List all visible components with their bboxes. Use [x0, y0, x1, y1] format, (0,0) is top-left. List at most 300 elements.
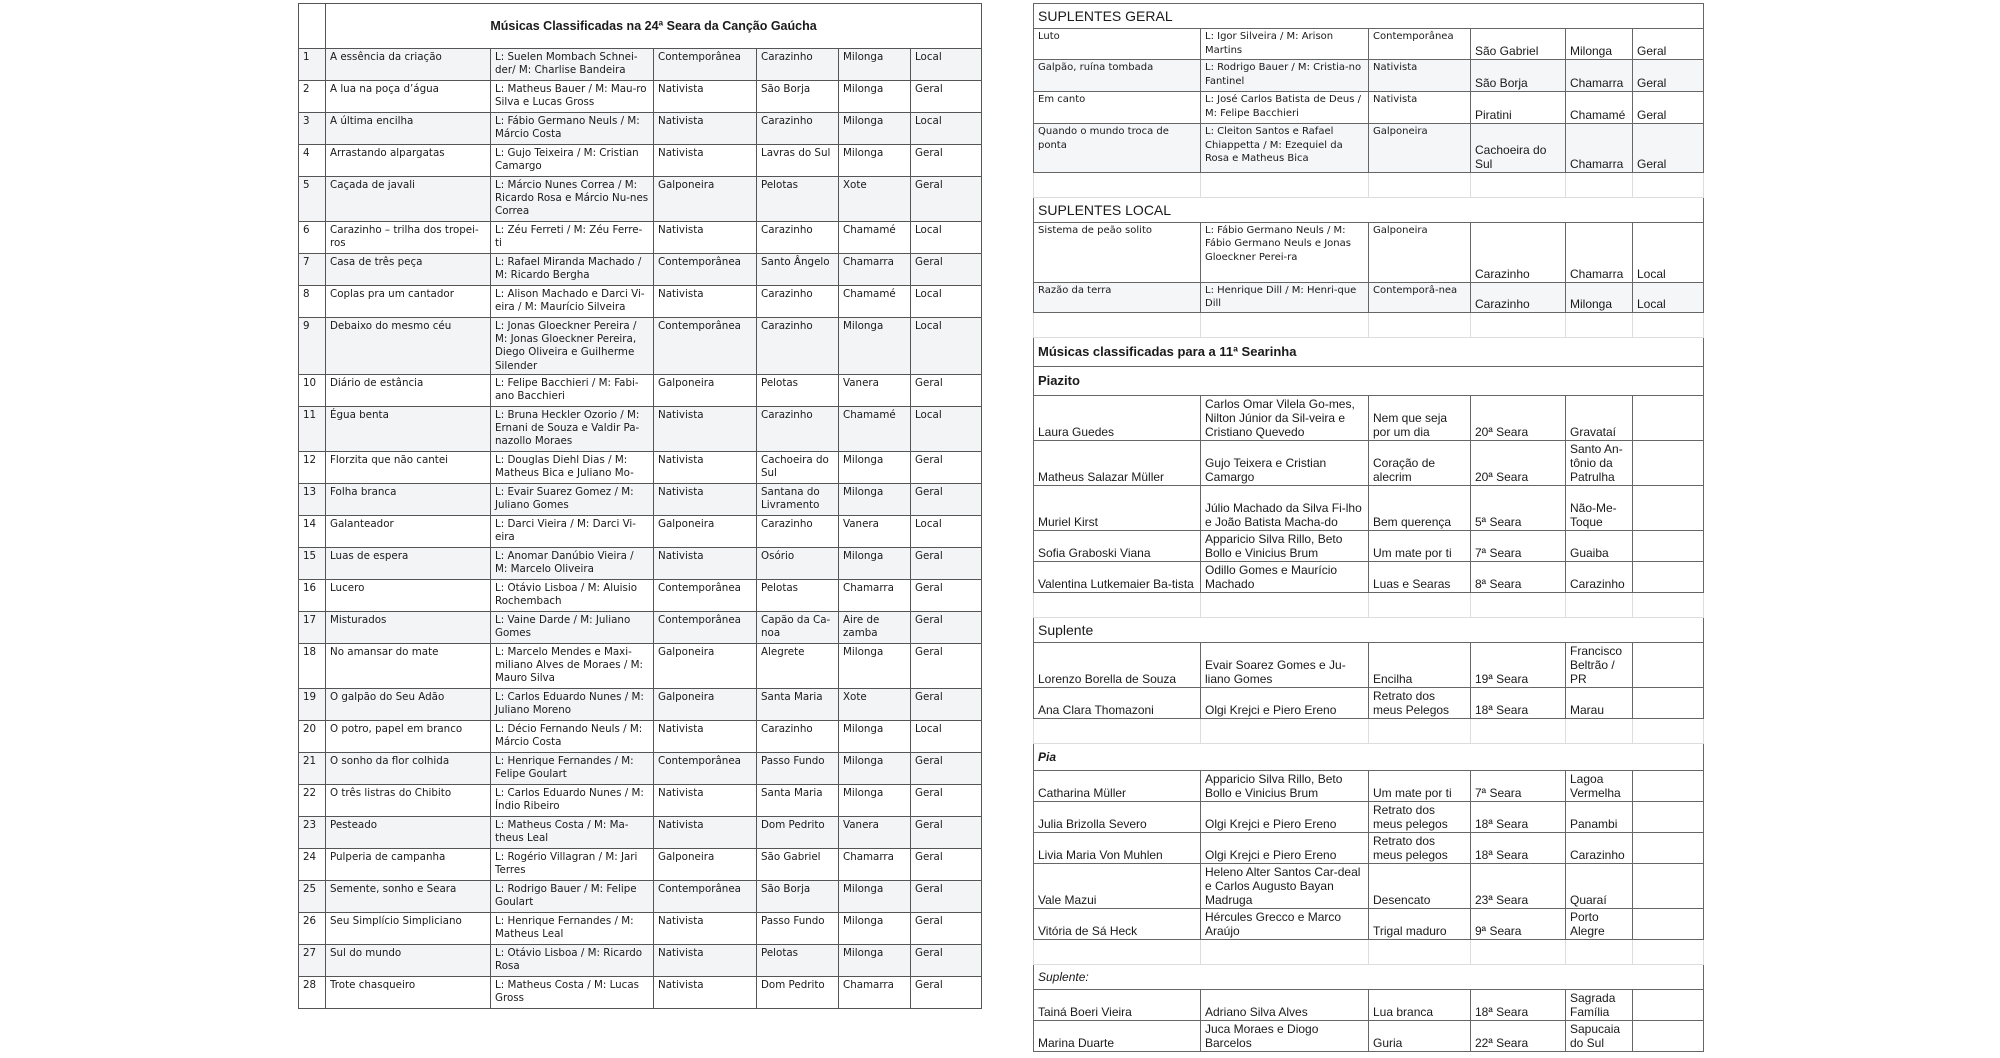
song-city: São Gabriel	[1471, 29, 1566, 60]
song-title: A lua na poça d’água	[326, 81, 491, 113]
song-type: Geral	[911, 644, 982, 689]
song-authors: L: Douglas Diehl Dias / M: Matheus Bica e Juliano Mo-	[491, 452, 654, 484]
empty-cell	[1633, 718, 1704, 743]
song-title: Galanteador	[326, 516, 491, 548]
empty-cell	[1369, 592, 1471, 617]
performer-city: Sagrada Família	[1566, 989, 1633, 1020]
song-rhythm: Chamarra	[1566, 60, 1633, 92]
song-category: Contemporânea	[654, 318, 757, 375]
row-number: 10	[299, 375, 326, 407]
song-rhythm: Chamamé	[839, 286, 911, 318]
table-row	[299, 913, 982, 945]
suplente-piazito-heading: Suplente	[1034, 617, 1704, 642]
performer-city: Lagoa Vermelha	[1566, 770, 1633, 801]
song-authors: Apparicio Silva Rillo, Beto Bollo e Vinicius Brum	[1201, 530, 1369, 561]
suplente-piazito-heading-row	[1034, 617, 1704, 642]
song-rhythm: Milonga	[839, 945, 911, 977]
title-index-cell	[299, 4, 326, 49]
table-row	[299, 286, 982, 318]
row-number: 4	[299, 145, 326, 177]
table-row	[299, 222, 982, 254]
song-rhythm: Milonga	[839, 548, 911, 580]
performer-name: Marina Duarte	[1034, 1020, 1201, 1051]
song-city: Carazinho	[757, 407, 839, 452]
empty-cell	[1201, 312, 1369, 337]
song-title: Retrato dos meus Pelegos	[1369, 687, 1471, 718]
song-authors: L: Igor Silveira / M: Arison Martins	[1201, 29, 1369, 60]
song-category: Contemporânea	[654, 254, 757, 286]
song-city: Cachoeira do Sul	[1471, 124, 1566, 173]
song-title: Pesteado	[326, 817, 491, 849]
song-title: Semente, sonho e Seara	[326, 881, 491, 913]
song-authors: L: Décio Fernando Neuls / M: Márcio Costa	[491, 721, 654, 753]
suplentes-local-heading-row	[1034, 197, 1704, 222]
performer-name: Catharina Müller	[1034, 770, 1201, 801]
song-authors: Gujo Teixera e Cristian Camargo	[1201, 440, 1369, 486]
seara-edition: 18ª Seara	[1471, 801, 1566, 832]
song-authors: Júlio Machado da Silva Fi-lho e João Batista Macha-do	[1201, 486, 1369, 531]
empty-cell	[1633, 486, 1704, 531]
song-title: Arrastando alpargatas	[326, 145, 491, 177]
performer-name: Lorenzo Borella de Souza	[1034, 642, 1201, 687]
performer-name: Laura Guedes	[1034, 395, 1201, 440]
table-row	[1034, 863, 1704, 908]
empty-cell	[1471, 592, 1566, 617]
table-row	[299, 484, 982, 516]
row-number: 26	[299, 913, 326, 945]
song-type: Local	[911, 516, 982, 548]
song-city: São Borja	[757, 81, 839, 113]
song-city: São Gabriel	[757, 849, 839, 881]
song-title: Luas de espera	[326, 548, 491, 580]
song-category: Nativista	[654, 145, 757, 177]
song-title: Sul do mundo	[326, 945, 491, 977]
empty-cell	[1201, 172, 1369, 197]
song-rhythm: Milonga	[1566, 282, 1633, 312]
song-category: Nativista	[654, 913, 757, 945]
song-city: Santo Ângelo	[757, 254, 839, 286]
song-rhythm: Chamarra	[839, 849, 911, 881]
song-title: O sonho da flor colhida	[326, 753, 491, 785]
song-title: Folha branca	[326, 484, 491, 516]
table-row	[299, 318, 982, 375]
table-row	[299, 817, 982, 849]
song-city: São Borja	[1471, 60, 1566, 92]
song-rhythm: Vanera	[839, 375, 911, 407]
empty-cell	[1201, 718, 1369, 743]
empty-cell	[1633, 642, 1704, 687]
song-title: Bem querença	[1369, 486, 1471, 531]
table-row	[299, 881, 982, 913]
song-title: O galpão do Seu Adão	[326, 689, 491, 721]
song-rhythm: Chamarra	[1566, 222, 1633, 282]
seara-edition: 18ª Seara	[1471, 687, 1566, 718]
suplentes-geral-heading-row	[1034, 4, 1704, 29]
row-number: 20	[299, 721, 326, 753]
song-rhythm: Milonga	[1566, 29, 1633, 60]
empty-cell	[1633, 592, 1704, 617]
song-city: Passo Fundo	[757, 753, 839, 785]
performer-name: Tainá Boeri Vieira	[1034, 989, 1201, 1020]
table-row	[1034, 801, 1704, 832]
song-type: Geral	[911, 612, 982, 644]
empty-cell	[1633, 172, 1704, 197]
song-category: Galponeira	[654, 375, 757, 407]
seara-edition: 22ª Seara	[1471, 1020, 1566, 1051]
song-authors: L: Matheus Costa / M: Lucas Gross	[491, 977, 654, 1009]
empty-cell	[1471, 172, 1566, 197]
song-title: Lua branca	[1369, 989, 1471, 1020]
song-title: Luas e Searas	[1369, 561, 1471, 592]
song-rhythm: Milonga	[839, 318, 911, 375]
table-row	[299, 977, 982, 1009]
song-title: Lucero	[326, 580, 491, 612]
table-row	[299, 254, 982, 286]
song-category: Nativista	[1369, 92, 1471, 124]
song-rhythm: Xote	[839, 177, 911, 222]
song-title: Em canto	[1034, 92, 1201, 124]
song-authors: Olgi Krejci e Piero Ereno	[1201, 687, 1369, 718]
song-rhythm: Chamamé	[839, 407, 911, 452]
table-row	[1034, 687, 1704, 718]
table-row	[299, 644, 982, 689]
song-category: Nativista	[654, 81, 757, 113]
table-row	[299, 612, 982, 644]
song-authors: L: Otávio Lisboa / M: Ricardo Rosa	[491, 945, 654, 977]
song-authors: L: Matheus Costa / M: Ma-theus Leal	[491, 817, 654, 849]
song-city: Santana do Livramento	[757, 484, 839, 516]
table-row	[1034, 29, 1704, 60]
song-city: Carazinho	[757, 721, 839, 753]
row-number: 17	[299, 612, 326, 644]
song-rhythm: Milonga	[839, 484, 911, 516]
song-category: Contemporânea	[654, 612, 757, 644]
row-number: 23	[299, 817, 326, 849]
song-type: Geral	[911, 945, 982, 977]
song-authors: L: Gujo Teixeira / M: Cristian Camargo	[491, 145, 654, 177]
song-title: Pulperia de campanha	[326, 849, 491, 881]
row-number: 16	[299, 580, 326, 612]
row-number: 7	[299, 254, 326, 286]
suplentes-geral-heading: SUPLENTES GERAL	[1034, 4, 1704, 29]
performer-city: Carazinho	[1566, 832, 1633, 863]
table-row	[299, 753, 982, 785]
row-number: 12	[299, 452, 326, 484]
song-title: Coração de alecrim	[1369, 440, 1471, 486]
song-city: Osório	[757, 548, 839, 580]
song-category: Nativista	[654, 452, 757, 484]
song-authors: L: Darci Vieira / M: Darci Vi-eira	[491, 516, 654, 548]
song-category: Galponeira	[654, 177, 757, 222]
table-row	[299, 689, 982, 721]
song-city: Dom Pedrito	[757, 817, 839, 849]
empty-cell	[1034, 172, 1201, 197]
row-number: 15	[299, 548, 326, 580]
song-city: Pelotas	[757, 580, 839, 612]
song-rhythm: Chamarra	[839, 580, 911, 612]
song-title: Caçada de javali	[326, 177, 491, 222]
song-city: Carazinho	[757, 318, 839, 375]
song-rhythm: Aire de zamba	[839, 612, 911, 644]
table-row	[299, 452, 982, 484]
empty-cell	[1471, 312, 1566, 337]
table-row	[1034, 1020, 1704, 1051]
empty-cell	[1633, 561, 1704, 592]
song-category: Nativista	[654, 977, 757, 1009]
performer-city: Guaiba	[1566, 530, 1633, 561]
performer-name: Ana Clara Thomazoni	[1034, 687, 1201, 718]
table-row	[1034, 222, 1704, 282]
song-authors: L: Zéu Ferreti / M: Zéu Ferre-ti	[491, 222, 654, 254]
piazito-heading: Piazito	[1034, 366, 1704, 395]
song-type: Geral	[911, 753, 982, 785]
song-type: Local	[1633, 222, 1704, 282]
seara-edition: 9ª Seara	[1471, 908, 1566, 939]
song-type: Local	[1633, 282, 1704, 312]
song-rhythm: Chamarra	[839, 254, 911, 286]
empty-cell	[1566, 718, 1633, 743]
song-title: Luto	[1034, 29, 1201, 60]
searinha-heading-row	[1034, 337, 1704, 366]
empty-cell	[1566, 172, 1633, 197]
performer-city: Francisco Beltrão / PR	[1566, 642, 1633, 687]
song-authors: L: Henrique Fernandes / M: Matheus Leal	[491, 913, 654, 945]
song-category: Galponeira	[654, 644, 757, 689]
performer-name: Muriel Kirst	[1034, 486, 1201, 531]
song-authors: Juca Moraes e Diogo Barcelos	[1201, 1020, 1369, 1051]
song-category: Contemporânea	[654, 881, 757, 913]
song-authors: L: Evair Suarez Gomez / M: Juliano Gomes	[491, 484, 654, 516]
empty-cell	[1034, 592, 1201, 617]
song-authors: L: Rafael Miranda Machado / M: Ricardo Bergha	[491, 254, 654, 286]
empty-cell	[1633, 908, 1704, 939]
song-rhythm: Vanera	[839, 516, 911, 548]
song-city: Carazinho	[757, 49, 839, 81]
performer-city: Gravataí	[1566, 395, 1633, 440]
row-number: 22	[299, 785, 326, 817]
seara-edition: 19ª Seara	[1471, 642, 1566, 687]
row-number: 14	[299, 516, 326, 548]
song-type: Geral	[1633, 29, 1704, 60]
table-row	[299, 113, 982, 145]
table-row	[299, 580, 982, 612]
song-type: Geral	[911, 580, 982, 612]
empty-cell	[1566, 939, 1633, 964]
empty-cell	[1201, 939, 1369, 964]
song-type: Geral	[911, 375, 982, 407]
song-city: Carazinho	[757, 222, 839, 254]
empty-cell	[1633, 989, 1704, 1020]
song-city: Pelotas	[757, 945, 839, 977]
song-authors: L: Matheus Bauer / M: Mau-ro Silva e Lucas Gross	[491, 81, 654, 113]
table-row	[1034, 530, 1704, 561]
table-row	[1034, 908, 1704, 939]
song-category: Galponeira	[654, 516, 757, 548]
song-title: Razão da terra	[1034, 282, 1201, 312]
song-city: Cachoeira do Sul	[757, 452, 839, 484]
song-category: Contemporânea	[1369, 29, 1471, 60]
row-number: 9	[299, 318, 326, 375]
song-type: Geral	[911, 145, 982, 177]
empty-cell	[1034, 718, 1201, 743]
empty-cell	[1633, 530, 1704, 561]
table-row	[299, 49, 982, 81]
suplente-pia-heading-row	[1034, 964, 1704, 989]
row-number: 11	[299, 407, 326, 452]
song-rhythm: Milonga	[839, 452, 911, 484]
empty-cell	[1633, 1020, 1704, 1051]
table-row	[1034, 642, 1704, 687]
song-type: Local	[911, 286, 982, 318]
row-number: 24	[299, 849, 326, 881]
song-rhythm: Chamamé	[1566, 92, 1633, 124]
song-authors: Odillo Gomes e Maurício Machado	[1201, 561, 1369, 592]
empty-cell	[1633, 770, 1704, 801]
performer-name: Valentina Lutkemaier Ba-tista	[1034, 561, 1201, 592]
row-number: 3	[299, 113, 326, 145]
song-city: Carazinho	[1471, 282, 1566, 312]
song-rhythm: Milonga	[839, 753, 911, 785]
seara-edition: 7ª Seara	[1471, 770, 1566, 801]
song-category: Galponeira	[1369, 124, 1471, 173]
song-authors: Hércules Grecco e Marco Araújo	[1201, 908, 1369, 939]
empty-cell	[1633, 687, 1704, 718]
song-rhythm: Milonga	[839, 881, 911, 913]
song-rhythm: Milonga	[839, 49, 911, 81]
table-row	[299, 785, 982, 817]
seara-edition: 20ª Seara	[1471, 395, 1566, 440]
song-rhythm: Milonga	[839, 145, 911, 177]
empty-cell	[1369, 939, 1471, 964]
song-type: Geral	[911, 785, 982, 817]
row-number: 27	[299, 945, 326, 977]
song-authors: L: Rogério Villagran / M: Jari Terres	[491, 849, 654, 881]
table-row	[1034, 282, 1704, 312]
song-title: Diário de estância	[326, 375, 491, 407]
table-title-row	[299, 4, 982, 49]
song-category: Contemporânea	[654, 753, 757, 785]
song-title: O três listras do Chibito	[326, 785, 491, 817]
song-city: Alegrete	[757, 644, 839, 689]
song-authors: Olgi Krejci e Piero Ereno	[1201, 832, 1369, 863]
song-authors: L: Suelen Mombach Schnei-der/ M: Charlise Bandeira	[491, 49, 654, 81]
song-title: Encilha	[1369, 642, 1471, 687]
song-city: São Borja	[757, 881, 839, 913]
song-authors: L: José Carlos Batista de Deus / M: Felipe Bacchieri	[1201, 92, 1369, 124]
song-authors: L: Rodrigo Bauer / M: Cristia-no Fantinel	[1201, 60, 1369, 92]
song-type: Local	[911, 113, 982, 145]
table-row	[1034, 60, 1704, 92]
performer-city: Marau	[1566, 687, 1633, 718]
performer-city: Carazinho	[1566, 561, 1633, 592]
row-number: 18	[299, 644, 326, 689]
table-row	[1034, 124, 1704, 173]
song-title: Carazinho – trilha dos tropei-ros	[326, 222, 491, 254]
song-type: Local	[911, 407, 982, 452]
song-type: Geral	[911, 452, 982, 484]
song-type: Local	[911, 49, 982, 81]
song-type: Geral	[911, 881, 982, 913]
song-title: Retrato dos meus pelegos	[1369, 832, 1471, 863]
song-authors: L: Bruna Heckler Ozorio / M: Ernani de Souza e Valdir Pa-nazollo Moraes	[491, 407, 654, 452]
spacer-row	[1034, 172, 1704, 197]
song-category: Nativista	[1369, 60, 1471, 92]
song-title: No amansar do mate	[326, 644, 491, 689]
row-number: 25	[299, 881, 326, 913]
performer-city: Quaraí	[1566, 863, 1633, 908]
song-authors: L: Cleiton Santos e Rafael Chiappetta / M: Ezequiel da Rosa e Matheus Bica	[1201, 124, 1369, 173]
empty-cell	[1034, 939, 1201, 964]
song-type: Geral	[911, 913, 982, 945]
table-title: Músicas Classificadas na 24ª Seara da Canção Gaúcha	[326, 4, 982, 49]
song-category: Contemporânea	[654, 580, 757, 612]
song-category: Nativista	[654, 484, 757, 516]
empty-cell	[1633, 395, 1704, 440]
seara-edition: 18ª Seara	[1471, 989, 1566, 1020]
performer-name: Vale Mazui	[1034, 863, 1201, 908]
song-title: Égua benta	[326, 407, 491, 452]
song-type: Geral	[911, 689, 982, 721]
song-category: Galponeira	[654, 849, 757, 881]
song-city: Carazinho	[757, 516, 839, 548]
empty-cell	[1566, 592, 1633, 617]
row-number: 28	[299, 977, 326, 1009]
song-city: Carazinho	[757, 113, 839, 145]
song-type: Local	[911, 318, 982, 375]
song-rhythm: Chamarra	[1566, 124, 1633, 173]
song-type: Geral	[1633, 92, 1704, 124]
song-category: Nativista	[654, 785, 757, 817]
song-category: Nativista	[654, 113, 757, 145]
song-title: Coplas pra um cantador	[326, 286, 491, 318]
song-type: Geral	[911, 977, 982, 1009]
performer-name: Julia Brizolla Severo	[1034, 801, 1201, 832]
song-city: Passo Fundo	[757, 913, 839, 945]
performer-name: Sofia Graboski Viana	[1034, 530, 1201, 561]
song-authors: Evair Soarez Gomes e Ju-liano Gomes	[1201, 642, 1369, 687]
song-title: Guria	[1369, 1020, 1471, 1051]
table-row	[1034, 395, 1704, 440]
suplente-pia-heading: Suplente:	[1034, 964, 1704, 989]
song-title: Nem que seja por um dia	[1369, 395, 1471, 440]
row-number: 6	[299, 222, 326, 254]
performer-city: Porto Alegre	[1566, 908, 1633, 939]
row-number: 13	[299, 484, 326, 516]
song-authors: Adriano Silva Alves	[1201, 989, 1369, 1020]
song-city: Carazinho	[757, 286, 839, 318]
performer-city: Sapucaia do Sul	[1566, 1020, 1633, 1051]
song-type: Geral	[911, 484, 982, 516]
table-row	[299, 145, 982, 177]
row-number: 2	[299, 81, 326, 113]
song-title: Trote chasqueiro	[326, 977, 491, 1009]
song-authors: L: Felipe Bacchieri / M: Fabi-ano Bacchieri	[491, 375, 654, 407]
row-number: 1	[299, 49, 326, 81]
song-authors: Heleno Alter Santos Car-deal e Carlos Augusto Bayan Madruga	[1201, 863, 1369, 908]
empty-cell	[1369, 172, 1471, 197]
song-rhythm: Xote	[839, 689, 911, 721]
searinha-heading: Músicas classificadas para a 11ª Searinha	[1034, 337, 1704, 366]
song-category: Galponeira	[1369, 222, 1471, 282]
classified-songs-table	[298, 3, 982, 1009]
table-row	[299, 516, 982, 548]
performer-name: Matheus Salazar Müller	[1034, 440, 1201, 486]
song-authors: L: Fábio Germano Neuls / M: Márcio Costa	[491, 113, 654, 145]
song-rhythm: Milonga	[839, 785, 911, 817]
song-category: Nativista	[654, 222, 757, 254]
song-city: Carazinho	[1471, 222, 1566, 282]
song-city: Capão da Ca-noa	[757, 612, 839, 644]
